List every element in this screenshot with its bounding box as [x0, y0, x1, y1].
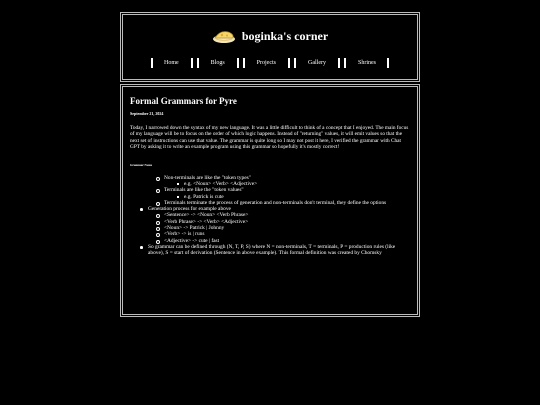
list-item: e.g. Patrick is cute — [176, 194, 412, 200]
cheese-pastry-logo-icon — [212, 28, 236, 44]
nav-home[interactable]: Home — [163, 60, 179, 66]
main-nav — [123, 58, 417, 68]
nav-divider — [287, 58, 297, 68]
list-item: Non-terminals are like the "token types" e.g. <Noun> <Verb> <Adjective> — [156, 175, 412, 188]
list-item: <Adjective> -> cute | fast — [156, 238, 412, 244]
post-panel — [120, 84, 420, 317]
nav-divider — [236, 58, 246, 68]
site-title: boginka's corner — [241, 28, 329, 43]
nav-divider — [190, 58, 200, 68]
site-header — [120, 12, 420, 82]
brand — [123, 28, 417, 44]
list-item: <Sentence> -> <Noun> <Verb Phrase> — [156, 212, 412, 218]
post-intro: Today, I narrowed down the syntax of my new language. It was a little difficult to think of a concept that I enjoyed. The main focus of my language will be to focus on the order of which logic happens. Instead of "returning" values, it will emit values so that the next set of instructions can use that value. The grammar is quite long so I may not post it here, I verified the grammar with Chat GPT by asking it to write an example program using this grammar so hopefully it's mostly correct! — [130, 125, 409, 151]
list-item: <Noun> -> Patrick | Johnny — [156, 225, 412, 231]
notes-list — [130, 206, 412, 256]
list-item: Terminals are like the "token values" e.g. Patrick is cute — [156, 187, 412, 200]
nav-gallery[interactable]: Gallery — [308, 60, 327, 66]
nav-blogs[interactable]: Blogs — [210, 60, 225, 66]
nav-divider — [337, 58, 347, 68]
post-date: September 21, 2024 — [130, 111, 164, 116]
post-content — [130, 96, 412, 256]
nav-shrines[interactable]: Shrines — [358, 60, 377, 66]
nav-divider — [387, 58, 389, 68]
list-item: Terminals terminate the process of generation and non-terminals don't terminal, they define the options — [156, 200, 412, 206]
list-item: Generation process for example above <Sentence> -> <Noun> <Verb Phrase> <Verb Phrase> -> <Verb> <Adjective> <Noun> -> Patrick | Johnny <Verb> -> is | runs <Adjective> -> cute | fast — [140, 206, 412, 244]
list-item: <Verb Phrase> -> <Verb> <Adjective> — [156, 219, 412, 225]
list-item: <Verb> -> is | runs — [156, 231, 412, 237]
nav-divider — [151, 58, 153, 68]
nav-projects[interactable]: Projects — [256, 60, 277, 66]
list-item: e.g. <Noun> <Verb> <Adjective> — [176, 181, 412, 187]
notes-heading: Grammar Notes — [130, 162, 153, 167]
list-item: So grammar can be defined through (N, T, P, S) where N = non-terminals, T = terminals, P = production rules (like above), S = start of derivation (Sentence in above example). This formal definition was created by Chomsky — [140, 244, 412, 257]
post-title: Formal Grammars for Pyre — [130, 96, 237, 106]
notes-list-nested — [130, 175, 412, 206]
